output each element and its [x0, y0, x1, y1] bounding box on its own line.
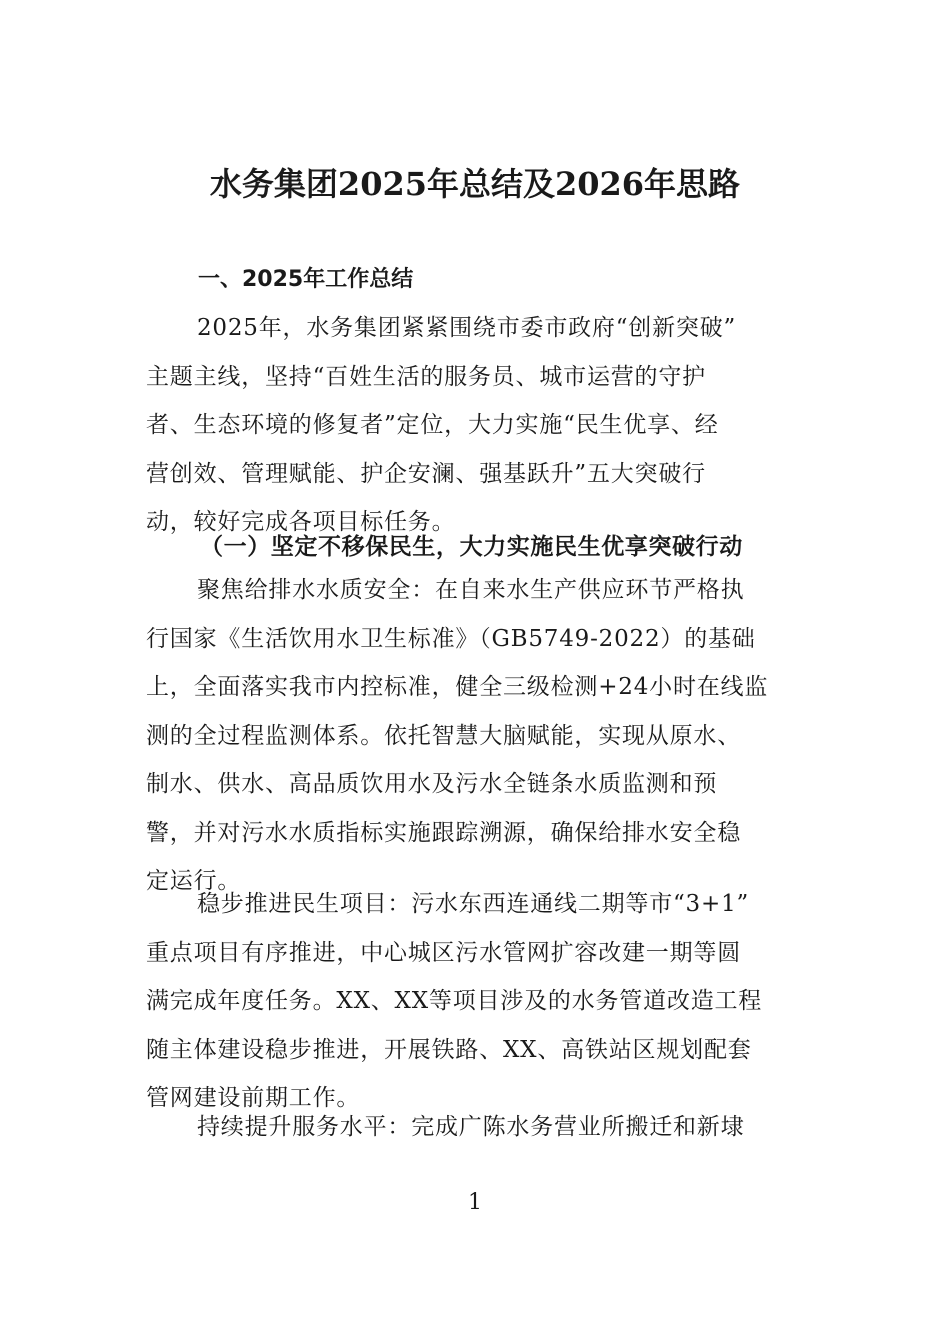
- document-title: 水务集团2025年总结及2026年思路: [209, 165, 741, 203]
- intro-line: 动，较好完成各项目标任务。: [146, 509, 456, 535]
- paragraph-line: 聚焦给排水水质安全：在自来水生产供应环节严格执: [197, 577, 745, 603]
- subsection-heading-livelihood: （一）坚定不移保民生，大力实施民生优享突破行动: [200, 533, 743, 560]
- paragraph-line: 满完成年度任务。XX、XX等项目涉及的水务管道改造工程: [146, 988, 763, 1014]
- paragraph-line: 管网建设前期工作。: [146, 1085, 361, 1111]
- intro-line: 者、生态环境的修复者”定位，大力实施“民生优享、经: [146, 412, 719, 438]
- paragraph-line: 上，全面落实我市内控标准，健全三级检测+24小时在线监: [146, 674, 769, 700]
- intro-line: 主题主线，坚持“百姓生活的服务员、城市运营的守护: [146, 363, 706, 390]
- intro-paragraph: [146, 304, 806, 547]
- paragraph-line: 测的全过程监测体系。依托智慧大脑赋能，实现从原水、: [146, 722, 741, 749]
- paragraph-line: 制水、供水、高品质饮用水及污水全链条水质监测和预: [146, 771, 718, 797]
- paragraph-line: 行国家《生活饮用水卫生标准》（GB5749-2022）的基础: [146, 625, 756, 652]
- paragraph-service-level: [146, 1103, 806, 1152]
- section-heading-2025-summary: 一、2025年工作总结: [198, 267, 414, 292]
- paragraph-line: 稳步推进民生项目：污水东西连通线二期等市“3+1”: [197, 891, 750, 917]
- paragraph-line: 警，并对污水水质指标实施跟踪溯源，确保给排水安全稳: [146, 819, 741, 846]
- intro-line: 营创效、管理赋能、护企安澜、强基跃升”五大突破行: [146, 460, 706, 487]
- paragraph-livelihood-projects: [146, 880, 806, 1123]
- paragraph-line: 定运行。: [146, 868, 242, 894]
- page-number: 1: [468, 1190, 482, 1215]
- paragraph-line: 重点项目有序推进，中心城区污水管网扩容改建一期等圆: [146, 939, 741, 966]
- paragraph-line: 随主体建设稳步推进，开展铁路、XX、高铁站区规划配套: [146, 1036, 752, 1063]
- paragraph-water-quality: [146, 566, 806, 906]
- paragraph-line: 持续提升服务水平：完成广陈水务营业所搬迁和新埭: [197, 1114, 745, 1140]
- intro-line: 2025年，水务集团紧紧围绕市委市政府“创新突破”: [197, 315, 737, 341]
